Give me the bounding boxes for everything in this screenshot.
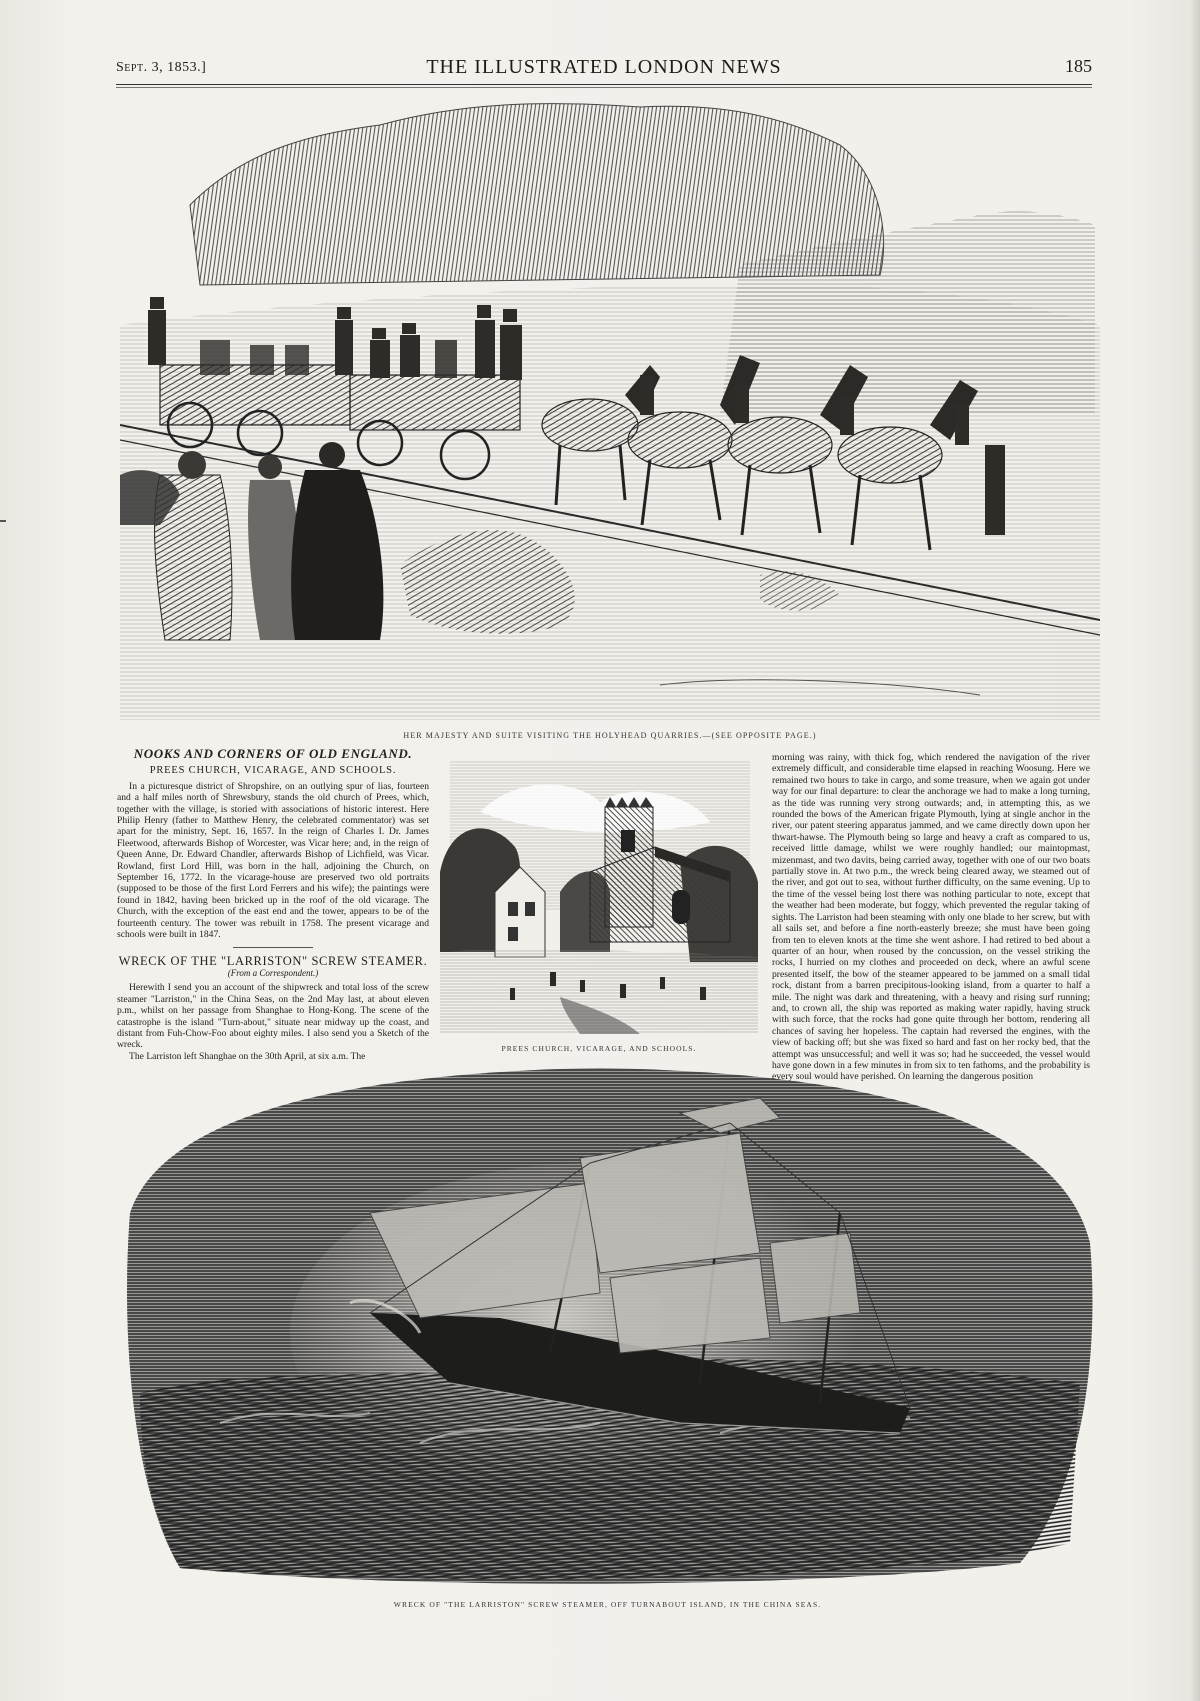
wreck-body-left-continued: The Larriston left Shanghae on the 30th April, at six a.m. The (129, 1050, 366, 1062)
church-engraving (440, 752, 758, 1034)
masthead-rule-thin (116, 87, 1092, 88)
masthead (116, 54, 1092, 84)
nooks-heading: NOOKS AND CORNERS OF OLD ENGLAND. (133, 746, 413, 761)
wreck-heading: WRECK OF THE "LARRISTON" SCREW STEAMER. (118, 953, 428, 968)
page-edge-mark (0, 520, 6, 522)
newspaper-title: THE ILLUSTRATED LONDON NEWS (426, 56, 782, 78)
quarry-engraving (120, 95, 1100, 720)
wreck-byline: (From a Correspondent.) (227, 967, 319, 978)
wreck-body-left: Herewith I send you an account of the shipwreck and total loss of the screw steamer "Larriston," in the China Seas, on the 2nd May last, at about eleven p.m., whilst on her passage from Shanghae to Hong-Kong. The scene of the catastrophe is the island "Turn-about," situate near midway up the coast, and distant from Fuh-Chow-Foo about eighty miles. I also send you a Sketch of the wreck. (117, 982, 429, 1051)
page-number: 185 (1065, 56, 1092, 76)
issue-date: Sept. 3, 1853.] (116, 60, 207, 75)
wreck-body-right: morning was rainy, with thick fog, which rendered the navigation of the river extremely difficult, and considerable time elapsed in reaching Woosung. Here we remained two hours to take in cargo, and some treasure, when we again got under way for our final departure: to clear the anchorage we had to make a long turning, as the tide was running very strong outwards; and, in attempting this, as we rounded the bows of the American frigate Plymouth, lying at single anchor in the river, our patent steering apparatus jammed, and we came directly down upon her thwart-hawse. The Plymouth being so large and heavy a craft as compared to us, received little damage, whilst we were roughly handled; our maintopmast, mizenmast, and two davits, being carried away, together with one of our two boats partially stove in. At two p.m., the wreck being cleared away, we steamed out of the river, and got out to sea, without further difficulty, on the same evening. Up to the time of the vessel being lost there was nothing particular to note, except that the weather had been moderate, but foggy, which prevented the regular taking of sights. The Larriston had been steaming with only one blade to her screw, but with all sails set, and before a fine north-easterly breeze; she must have been going from ten to eleven knots at the time she went ashore. I had retired to bed about a quarter of an hour, when roused by the concussion, on the vessel striking the rocks, I hurried on my clothes and proceeded on deck, where an awful scene presented itself, the bow of the steamer appeared to be jammed on a small tidal rock, distant from a barren precipitous-looking island, from a quarter to half a mile. The night was dark and threatening, with a heavy and rising surf running; and, to crown all, the ship was reported as making water rapidly, having struck with such force, that the rocks had gone quite through her bottom, rendering all chances of saving her hopeless. The captain had reversed the engines, with the view of backing off; but she was fixed so hard and fast on her rocky bed, that the attempt was unsuccessful; and well it was so; had he succeeded, the vessel would have gone down in a few minutes in from six to ten fathoms, and the probability is every soul would have perished. On learning the dangerous position (772, 752, 1090, 1083)
masthead-rule (116, 84, 1092, 85)
page-fold-shadow (1190, 0, 1200, 1701)
nooks-subheading: PREES CHURCH, VICARAGE, AND SCHOOLS. (149, 765, 397, 777)
left-column (117, 748, 429, 1062)
shipwreck-engraving (120, 1063, 1095, 1591)
nooks-body: In a picturesque district of Shropshire, on an outlying spur of lias, fourteen and a half miles north of Shrewsbury, stands the old church of Prees, which, together with the village, is storied with associations of historic interest. Here Philip Henry (father to Matthew Henry, the celebrated commentator) was set apart for the ministry, Sept. 16, 1657. In the reign of Charles I. Dr. James Fleetwood, afterwards Bishop of Worcester, was Vicar here; and, in the reign of Queen Anne, Dr. Edward Chandler, afterwards Bishop of Lichfield, was Vicar. Rowland, first Lord Hill, was born in the hall, adjoining the Church, on September 16, 1772. In the vicarage-house are preserved two old portraits (supposed to be those of the first Lord Ferrers and his wife); the paintings were found in 1842, having been bricked up in the roof of the old vicarage. The Church, with the exception of the east end and the tower, appears to be of the fourteenth century. The tower was rebuilt in 1758. The present vicarage and schools were built in 1847. (117, 780, 429, 941)
right-column (772, 752, 1090, 1083)
church-caption: PREES CHURCH, VICARAGE, AND SCHOOLS. (501, 1044, 697, 1053)
shipwreck-caption: WRECK OF "THE LARRISTON" SCREW STEAMER, OFF TURNABOUT ISLAND, IN THE CHINA SEAS. (393, 1600, 822, 1609)
column-separator (233, 947, 313, 948)
quarry-caption: HER MAJESTY AND SUITE VISITING THE HOLYHEAD QUARRIES.—(SEE OPPOSITE PAGE.) (403, 731, 817, 740)
